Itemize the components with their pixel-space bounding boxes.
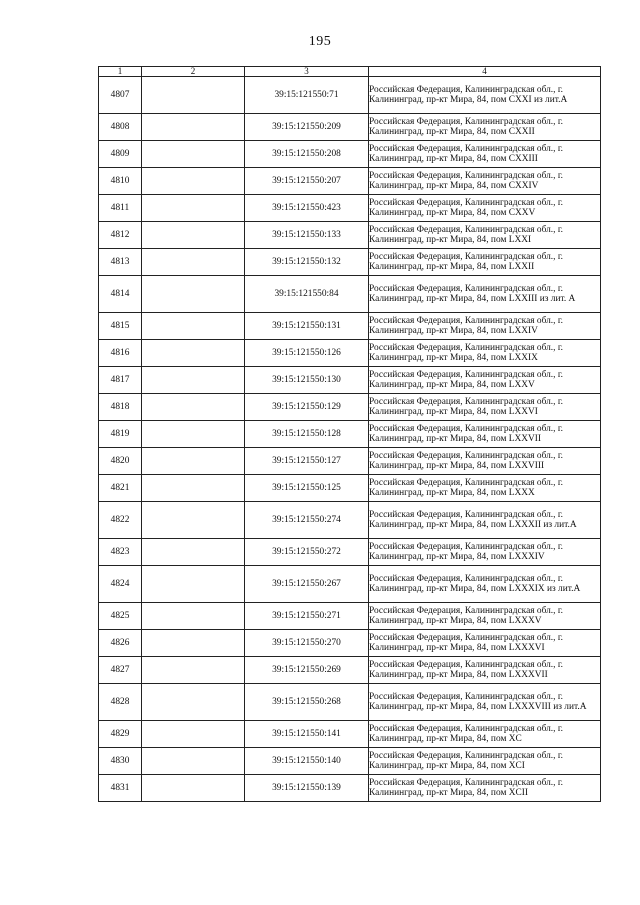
row-number-cell: 4809 [99,141,142,168]
row-number-cell: 4818 [99,394,142,421]
column-header-4: 4 [369,67,601,77]
address-cell: Российская Федерация, Калининградская обл., г. Калининград, пр-кт Мира, 84, пом LXXV [369,367,601,394]
empty-cell [142,421,245,448]
empty-cell [142,141,245,168]
cadastral-number-cell: 39:15:121550:131 [245,313,369,340]
empty-cell [142,448,245,475]
address-cell: Российская Федерация, Калининградская обл., г. Калининград, пр-кт Мира, 84, пом LXXVIII [369,448,601,475]
empty-cell [142,77,245,114]
address-cell: Российская Федерация, Калининградская обл., г. Калининград, пр-кт Мира, 84, пом LXXVI [369,394,601,421]
table-row [99,222,601,249]
cadastral-number-cell: 39:15:121550:207 [245,168,369,195]
cadastral-number-cell: 39:15:121550:139 [245,775,369,802]
address-cell: Российская Федерация, Калининградская обл., г. Калининград, пр-кт Мира, 84, пом LXXXIV [369,539,601,566]
cadastral-number-cell: 39:15:121550:130 [245,367,369,394]
address-cell: Российская Федерация, Калининградская обл., г. Калининград, пр-кт Мира, 84, пом XCII [369,775,601,802]
cadastral-number-cell: 39:15:121550:271 [245,603,369,630]
address-cell: Российская Федерация, Калининградская обл., г. Калининград, пр-кт Мира, 84, пом LXXXIX из лит.А [369,566,601,603]
empty-cell [142,394,245,421]
cadastral-number-cell: 39:15:121550:140 [245,748,369,775]
address-cell: Российская Федерация, Калининградская обл., г. Калининград, пр-кт Мира, 84, пом LXXIX [369,340,601,367]
address-cell: Российская Федерация, Калининградская обл., г. Калининград, пр-кт Мира, 84, пом LXXVII [369,421,601,448]
empty-cell [142,502,245,539]
table-row [99,502,601,539]
row-number-cell: 4807 [99,77,142,114]
address-cell: Российская Федерация, Калининградская обл., г. Калининград, пр-кт Мира, 84, пом LXXI [369,222,601,249]
cadastral-number-cell: 39:15:121550:71 [245,77,369,114]
table-row [99,684,601,721]
row-number-cell: 4816 [99,340,142,367]
empty-cell [142,657,245,684]
address-cell: Российская Федерация, Калининградская обл., г. Калининград, пр-кт Мира, 84, пом XCI [369,748,601,775]
address-cell: Российская Федерация, Калининградская обл., г. Калининград, пр-кт Мира, 84, пом CXXV [369,195,601,222]
cadastral-number-cell: 39:15:121550:274 [245,502,369,539]
table-row [99,141,601,168]
empty-cell [142,475,245,502]
address-cell: Российская Федерация, Калининградская обл., г. Калининград, пр-кт Мира, 84, пом LXXXVII [369,657,601,684]
table-row [99,340,601,367]
empty-cell [142,367,245,394]
row-number-cell: 4819 [99,421,142,448]
address-cell: Российская Федерация, Калининградская обл., г. Калининград, пр-кт Мира, 84, пом CXXIII [369,141,601,168]
cadastral-number-cell: 39:15:121550:209 [245,114,369,141]
column-header-3: 3 [245,67,369,77]
cadastral-number-cell: 39:15:121550:423 [245,195,369,222]
table-row [99,657,601,684]
address-cell: Российская Федерация, Калининградская обл., г. Калининград, пр-кт Мира, 84, пом LXXII [369,249,601,276]
row-number-cell: 4814 [99,276,142,313]
empty-cell [142,168,245,195]
address-cell: Российская Федерация, Калининградская обл., г. Калининград, пр-кт Мира, 84, пом CXXI из лит.А [369,77,601,114]
register-table [98,66,601,802]
empty-cell [142,630,245,657]
address-cell: Российская Федерация, Калининградская обл., г. Калининград, пр-кт Мира, 84, пом LXXIII из лит. А [369,276,601,313]
cadastral-number-cell: 39:15:121550:268 [245,684,369,721]
table-row [99,313,601,340]
cadastral-number-cell: 39:15:121550:270 [245,630,369,657]
table-row [99,195,601,222]
table-row [99,421,601,448]
row-number-cell: 4831 [99,775,142,802]
cadastral-number-cell: 39:15:121550:267 [245,566,369,603]
cadastral-number-cell: 39:15:121550:133 [245,222,369,249]
table-row [99,630,601,657]
empty-cell [142,748,245,775]
row-number-cell: 4808 [99,114,142,141]
empty-cell [142,684,245,721]
address-cell: Российская Федерация, Калининградская обл., г. Калининград, пр-кт Мира, 84, пом LXXXVIII из лит.А [369,684,601,721]
row-number-cell: 4820 [99,448,142,475]
row-number-cell: 4830 [99,748,142,775]
cadastral-number-cell: 39:15:121550:272 [245,539,369,566]
empty-cell [142,340,245,367]
table-row [99,394,601,421]
row-number-cell: 4811 [99,195,142,222]
table-row [99,276,601,313]
row-number-cell: 4826 [99,630,142,657]
column-header-2: 2 [142,67,245,77]
table-row [99,77,601,114]
row-number-cell: 4827 [99,657,142,684]
cadastral-number-cell: 39:15:121550:132 [245,249,369,276]
cadastral-number-cell: 39:15:121550:269 [245,657,369,684]
table-row [99,114,601,141]
table-row [99,775,601,802]
empty-cell [142,249,245,276]
empty-cell [142,566,245,603]
table-row [99,168,601,195]
table-row [99,566,601,603]
cadastral-number-cell: 39:15:121550:128 [245,421,369,448]
empty-cell [142,114,245,141]
cadastral-number-cell: 39:15:121550:125 [245,475,369,502]
empty-cell [142,539,245,566]
cadastral-number-cell: 39:15:121550:126 [245,340,369,367]
address-cell: Российская Федерация, Калининградская обл., г. Калининград, пр-кт Мира, 84, пом LXXXV [369,603,601,630]
table-header-row [99,67,601,77]
table-row [99,748,601,775]
cadastral-number-cell: 39:15:121550:127 [245,448,369,475]
address-cell: Российская Федерация, Калининградская обл., г. Калининград, пр-кт Мира, 84, пом CXXII [369,114,601,141]
empty-cell [142,721,245,748]
empty-cell [142,276,245,313]
table-row [99,367,601,394]
cadastral-number-cell: 39:15:121550:129 [245,394,369,421]
empty-cell [142,775,245,802]
empty-cell [142,313,245,340]
row-number-cell: 4810 [99,168,142,195]
empty-cell [142,603,245,630]
row-number-cell: 4824 [99,566,142,603]
column-header-1: 1 [99,67,142,77]
address-cell: Российская Федерация, Калининградская обл., г. Калининград, пр-кт Мира, 84, пом XC [369,721,601,748]
row-number-cell: 4828 [99,684,142,721]
cadastral-number-cell: 39:15:121550:141 [245,721,369,748]
address-cell: Российская Федерация, Калининградская обл., г. Калининград, пр-кт Мира, 84, пом LXXXVI [369,630,601,657]
address-cell: Российская Федерация, Калининградская обл., г. Калининград, пр-кт Мира, 84, пом LXXX [369,475,601,502]
table-row [99,475,601,502]
table-row [99,249,601,276]
page-number: 195 [308,34,332,49]
empty-cell [142,195,245,222]
table-row [99,448,601,475]
address-cell: Российская Федерация, Калининградская обл., г. Калининград, пр-кт Мира, 84, пом LXXIV [369,313,601,340]
row-number-cell: 4823 [99,539,142,566]
row-number-cell: 4813 [99,249,142,276]
address-cell: Российская Федерация, Калининградская обл., г. Калининград, пр-кт Мира, 84, пом CXXIV [369,168,601,195]
row-number-cell: 4822 [99,502,142,539]
cadastral-number-cell: 39:15:121550:84 [245,276,369,313]
row-number-cell: 4812 [99,222,142,249]
table-row [99,539,601,566]
row-number-cell: 4829 [99,721,142,748]
table-body [99,77,601,802]
empty-cell [142,222,245,249]
row-number-cell: 4815 [99,313,142,340]
table-row [99,603,601,630]
table-row [99,721,601,748]
cadastral-number-cell: 39:15:121550:208 [245,141,369,168]
row-number-cell: 4821 [99,475,142,502]
row-number-cell: 4825 [99,603,142,630]
address-cell: Российская Федерация, Калининградская обл., г. Калининград, пр-кт Мира, 84, пом LXXXII из лит.А [369,502,601,539]
row-number-cell: 4817 [99,367,142,394]
